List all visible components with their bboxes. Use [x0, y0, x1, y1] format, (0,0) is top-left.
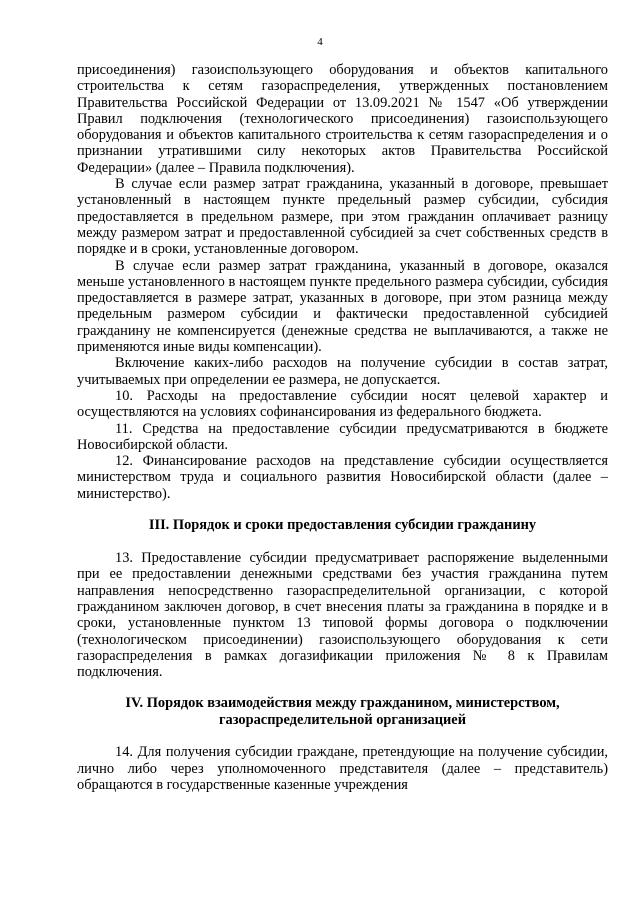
page-number: 4 — [317, 36, 323, 48]
paragraph: Включение каких-либо расходов на получение субсидии в состав затрат, учитываемых при определении ее размера, не допускается. — [77, 355, 608, 388]
section-heading-4-line-1: IV. Порядок взаимодействия между гражданином, министерством, — [125, 695, 560, 712]
paragraph-item-14: 14. Для получения субсидии граждане, претендующие на получение субсидии, лично либо через уполномоченного представителя (далее – представитель) обращаются в государственные казенные учреждения — [77, 744, 608, 793]
section-heading-3: III. Порядок и сроки предоставления субсидии гражданину — [148, 517, 537, 534]
paragraph-item-12: 12. Финансирование расходов на представление субсидии осуществляется министерством труда и социального развития Новосибирской области (далее – министерство). — [77, 453, 608, 502]
paragraph-item-11: 11. Средства на предоставление субсидии предусматриваются в бюджете Новосибирской области. — [77, 420, 608, 453]
section-heading-4 — [77, 695, 608, 729]
paragraph: В случае если размер затрат гражданина, указанный в договоре, превышает установленный в настоящем пункте предельный размер субсидии, субсидия предоставляется в предельном размере, при этом гражданин оплачивает разницу между размером затрат и предоставленной субсидией за счет собственных средств в порядке и в сроки, установленные договором. — [77, 176, 608, 258]
paragraph: В случае если размер затрат гражданина, указанный в договоре, оказался меньше установленного в настоящем пункте предельного размера субсидии, субсидия предоставляется в размере затрат, указанных в договоре, при этом разница между предельным размером субсидии и фактически предоставленной субсидией гражданину не компенсируется (денежные средства не выплачиваются, а также не применяются иные виды компенсации). — [77, 257, 608, 356]
paragraph-item-10: 10. Расходы на предоставление субсидии носят целевой характер и осуществляются на условиях софинансирования из федерального бюджета. — [77, 387, 608, 421]
paragraph-item-13: 13. Предоставление субсидии предусматривает распоряжение выделенными при ее предоставлении денежными средствами без участия гражданина путем направления непосредственно газораспределительной организации, с которой гражданином заключен договор, в счет внесения платы за гражданина в порядке и в сроки, установленные пунктом 13 типовой формы договора о подключении (технологическом присоединении) газоиспользующего оборудования к сети газораспределения в рамках догазификации приложения № 8 к Правилам подключения. — [77, 550, 608, 681]
section-heading-4-line-2: газораспределительной организацией — [218, 712, 466, 729]
document-body — [77, 62, 608, 793]
paragraph-continuation: присоединения) газоиспользующего оборудования и объектов капитального строительства к сетям газораспределения, утвержденных постановлением Правительства Российской Федерации от 13.09.2021 № 1547 «Об утверждении Правил подключения (технологического присоединения) газоиспользующего оборудования и объектов капитального строительства к сетям газораспределения и о признании утратившими силу некоторых актов Правительства Российской Федерации» (далее – Правила подключения). — [77, 62, 608, 176]
